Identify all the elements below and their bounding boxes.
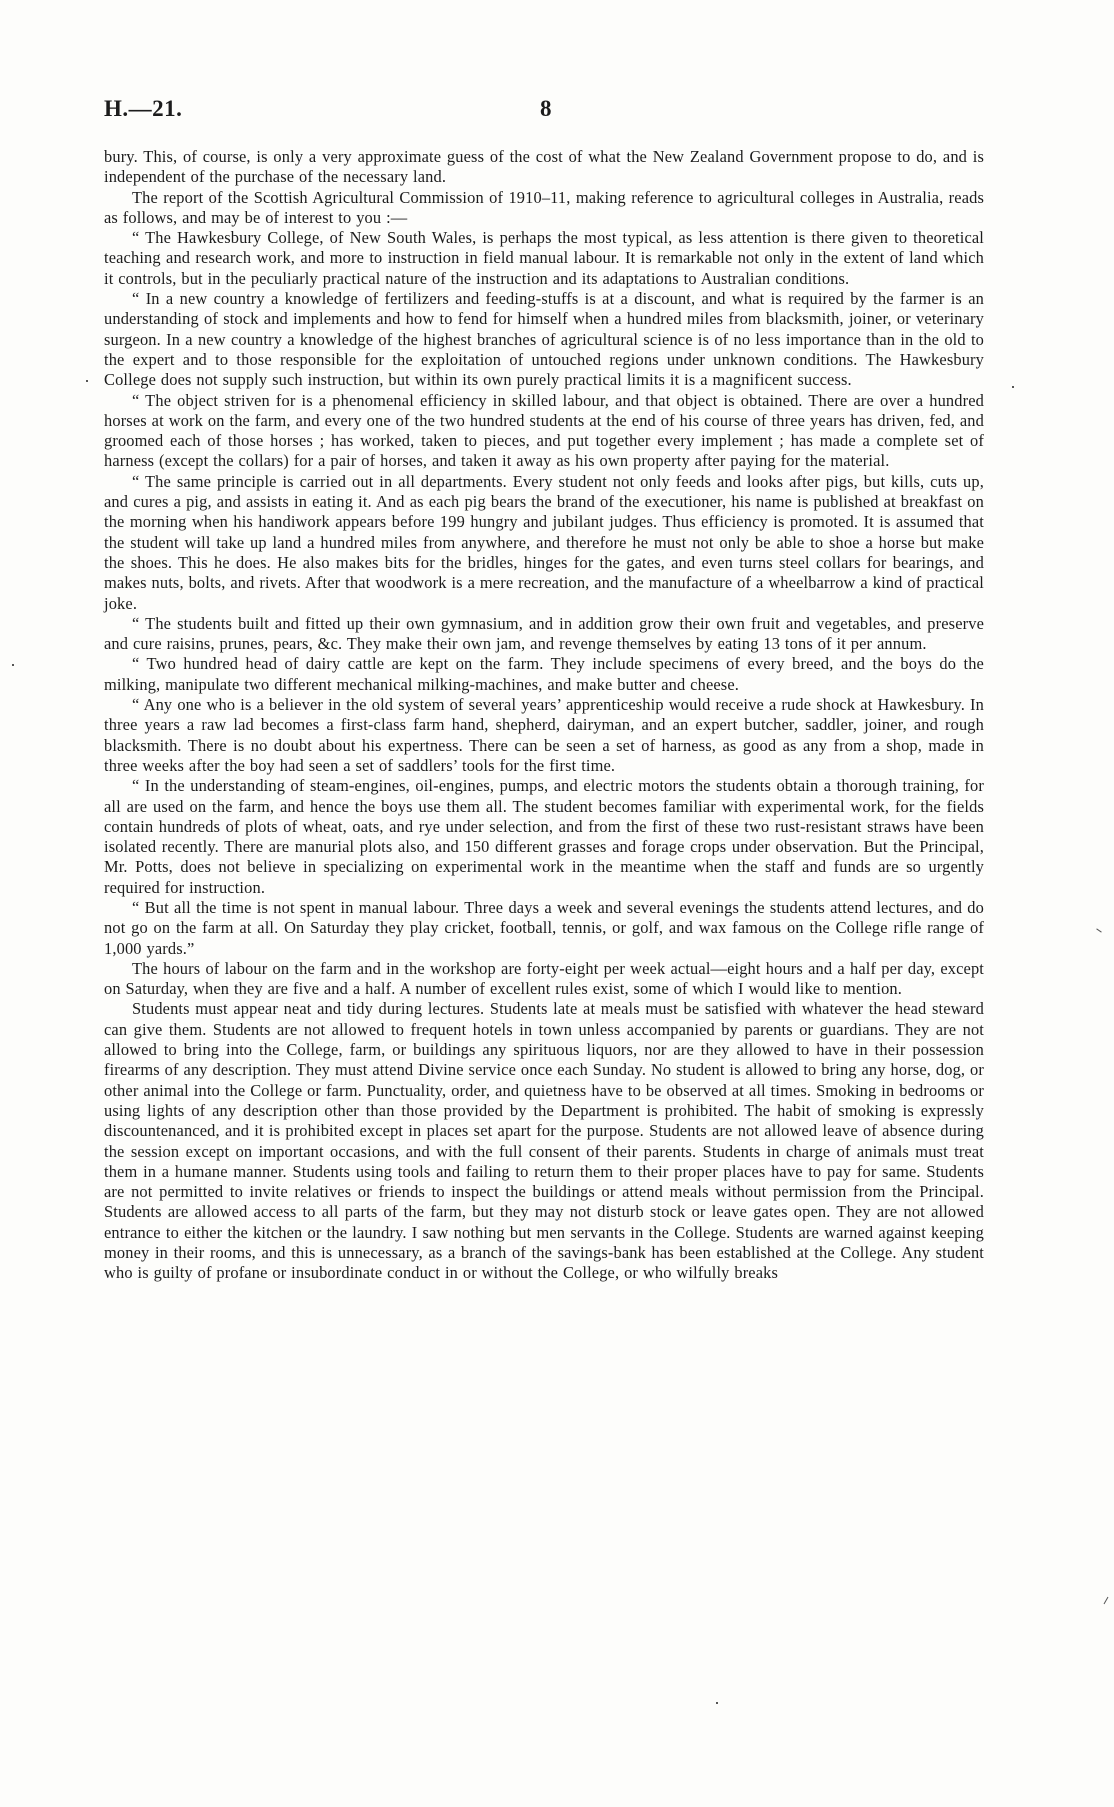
document-reference: H.—21. — [104, 96, 183, 121]
paragraph-new-country: “ In a new country a knowledge of fertilizers and feeding-stuffs is at a discount, and what is required by the farmer is an understanding of stock and implements and how to fend for himself when a hundred miles from blacksmith, joiner, or veterinary surgeon. In a new country a knowledge of the highest branches of agricultural science is of no less importance than in the old to the expert and to those responsible for the exploitation of untouched regions under unknown conditions. The Hawkesbury College does not supply such instruction, but within its own purely practical limits it is a magnificent success. — [104, 289, 984, 390]
paragraph-engines: “ In the understanding of steam-engines, oil-engines, pumps, and electric motors the students obtain a thorough training, for all are used on the farm, and hence the boys use them all. The student becomes familiar with experimental work, for the fields contain hundreds of plots of wheat, oats, and rye under selection, and from the first of these two rust-resistant straws have been isolated recently. There are manurial plots also, and 150 different grasses and forage crops under observation. But the Principal, Mr. Potts, does not believe in specializing on experimental work in the meantime when the staff and funds are so urgently required for instruction. — [104, 776, 984, 897]
paragraph-continuation: bury. This, of course, is only a very approximate guess of the cost of what the New Zealand Government propose to do, and is independent of the purchase of the necessary land. — [104, 147, 984, 187]
paragraph-hawkesbury-college: “ The Hawkesbury College, of New South Wales, is perhaps the most typical, as less attention is there given to theoretical teaching and research work, and more to instruction in field manual labour. It is remarkable not only in the extent of land which it controls, but in the peculiarly practical nature of the instruction and its adaptations to Australian conditions. — [104, 228, 984, 288]
scan-speck — [716, 1702, 718, 1704]
scan-speck — [1104, 1597, 1109, 1604]
paragraph-same-principle: “ The same principle is carried out in all departments. Every student not only feeds and looks after pigs, but kills, cuts up, and cures a pig, and assists in eating it. And as each pig bears the brand of the executioner, his name is published at breakfast on the morning when his handiwork appears before 199 hungry and jubilant judges. Thus efficiency is promoted. It is assumed that the student will take up land a hundred miles from anywhere, and therefore he must not only be able to shoe a horse but make the shoes. This he does. He also makes bits for the bridles, hinges for the gates, and even turns steel collars for bearings, and makes nuts, bolts, and rivets. After that woodwork is a mere recreation, and the manufacture of a wheelbarrow a kind of practical joke. — [104, 471, 984, 613]
scan-speck — [1096, 928, 1101, 932]
page-number: 8 — [540, 96, 552, 121]
paragraph-commission-report: The report of the Scottish Agricultural Commission of 1910–11, making reference to agricultural colleges in Australia, reads as follows, and may be of interest to you :— — [104, 187, 984, 227]
scan-speck — [1012, 386, 1014, 388]
scan-speck — [12, 664, 14, 666]
scan-speck — [86, 380, 88, 382]
paragraph-dairy-cattle: “ Two hundred head of dairy cattle are kept on the farm. They include specimens of every breed, and the boys do the milking, manipulate two different mechanical milking-machines, and make butter and cheese. — [104, 654, 984, 694]
body-text — [104, 147, 984, 1284]
paragraph-lectures: “ But all the time is not spent in manual labour. Three days a week and several evenings the students attend lectures, and do not go on the farm at all. On Saturday they play cricket, football, tennis, or golf, and wax famous on the College rifle range of 1,000 yards.” — [104, 897, 984, 958]
page-header — [104, 96, 984, 126]
paragraph-rules: Students must appear neat and tidy during lectures. Students late at meals must be satisfied with whatever the head steward can give them. Students are not allowed to frequent hotels in town unless accompanied by parents or guardians. They are not allowed to bring into the College, farm, or buildings any spirituous liquors, nor are they allowed to have in their possession firearms of any description. They must attend Divine service once each Sunday. No student is allowed to bring any horse, dog, or other animal into the College or farm. Punctuality, order, and quietness have to be observed at all times. Smoking in bedrooms or using lights of any description other than those provided by the Department is prohibited. The habit of smoking is expressly discountenanced, and it is prohibited except in places set apart for the purpose. Students are not allowed leave of absence during the session except on important occasions, and with the full consent of their parents. Students in charge of animals must treat them in a humane manner. Students using tools and failing to return them to their proper places have to pay for same. Students are not permitted to invite relatives or friends to inspect the buildings or attend meals without permission from the Principal. Students are allowed access to all parts of the farm, but they may not disturb stock or leave gates open. They are not allowed entrance to either the kitchen or the laundry. I saw nothing but men servants in the College. Students are warned against keeping money in their rooms, and this is unnecessary, as a branch of the savings-bank has been established at the College. Any student who is guilty of profane or insubordinate conduct in or without the College, or who wilfully breaks — [104, 999, 984, 1283]
paragraph-gymnasium: “ The students built and fitted up their own gymnasium, and in addition grow their own fruit and vegetables, and preserve and cure raisins, prunes, pears, &c. They make their own jam, and revenge themselves by eating 13 tons of it per annum. — [104, 613, 984, 654]
paragraph-hours-of-labour: The hours of labour on the farm and in the workshop are forty-eight per week actual—eight hours and a half per day, except on Saturday, when they are five and a half. A number of excellent rules exist, some of which I would like to mention. — [104, 958, 984, 999]
paragraph-skilled-labour: “ The object striven for is a phenomenal efficiency in skilled labour, and that object is obtained. There are over a hundred horses at work on the farm, and every one of the two hundred students at the end of his course of three years has driven, fed, and groomed each of those horses ; has worked, taken to pieces, and put together every implement ; has made a complete set of harness (except the collars) for a pair of horses, and taken it away as his own property after paying for the material. — [104, 390, 984, 471]
paragraph-apprenticeship: “ Any one who is a believer in the old system of several years’ apprenticeship would receive a rude shock at Hawkesbury. In three years a raw lad becomes a first-class farm hand, shepherd, dairyman, and an expert butcher, saddler, joiner, and rough blacksmith. There is no doubt about his expertness. There can be seen a set of harness, as good as any from a shop, made in three weeks after the boy had seen a set of saddlers’ tools for the first time. — [104, 695, 984, 775]
